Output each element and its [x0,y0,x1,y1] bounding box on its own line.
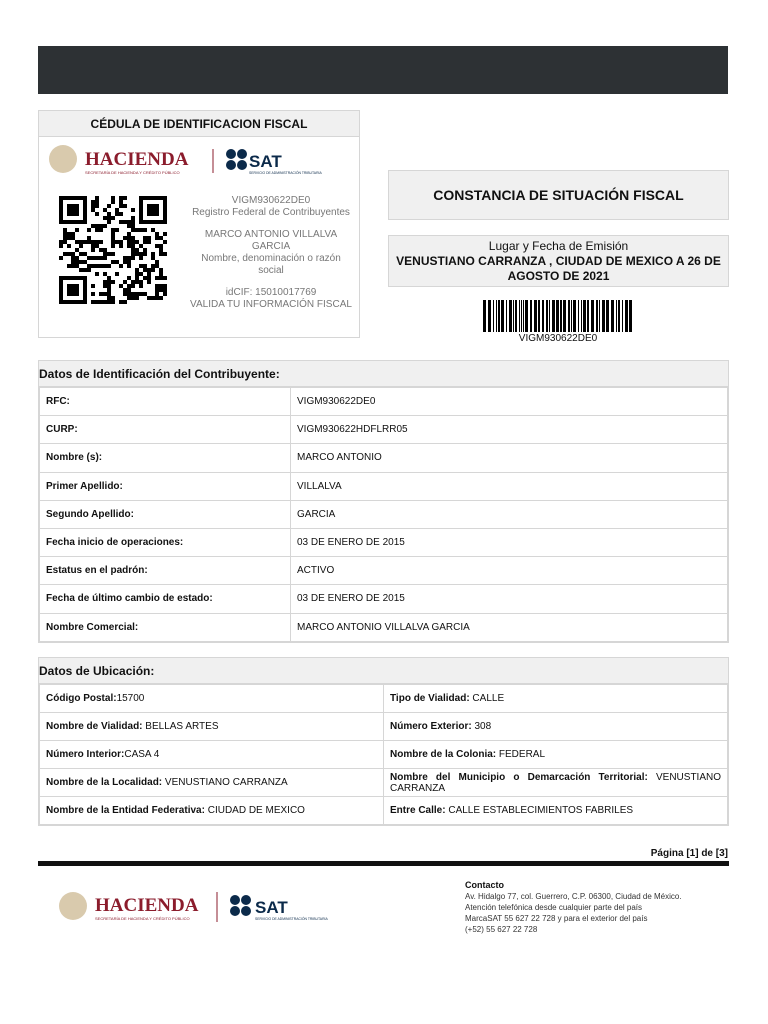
ubicacion-title: Datos de Ubicación: [39,658,728,684]
header-bar [38,46,728,94]
contacto-block [465,880,735,935]
table-row [40,613,728,641]
hacienda-sat-logo [39,141,359,191]
row-label: Fecha inicio de operaciones: [40,528,291,556]
nombre-vialidad-cell: Nombre de Vialidad: BELLAS ARTES [40,713,384,741]
municipio-cell: Nombre del Municipio o Demarcación Territorial: VENUSTIANO CARRANZA [384,769,728,797]
barcode-text: VIGM930622DE0 [518,333,598,344]
contacto-title: Contacto [465,880,504,890]
svg-text:SECRETARÍA DE HACIENDA Y CRÉDI: SECRETARÍA DE HACIENDA Y CRÉDITO PÚBLICO [95,916,190,921]
ubicacion-table [39,684,728,825]
entidad-cell: Nombre de la Entidad Federativa: CIUDAD DE MEXICO [40,797,384,825]
row-value: MARCO ANTONIO [291,444,728,472]
table-row [40,444,728,472]
row-label: Fecha de último cambio de estado: [40,585,291,613]
row-label: Estatus en el padrón: [40,557,291,585]
lugar-fecha-box [388,235,729,287]
cedula-name: MARCO ANTONIO VILLALVA GARCIA [204,229,338,252]
row-value: ACTIVO [291,557,728,585]
cedula-name-label: Nombre, denominación o razón social [201,253,341,276]
lugar-label: Lugar y Fecha de Emisión [488,239,629,253]
table-row [40,713,728,741]
hacienda-logo-text: HACIENDA [85,149,189,170]
sat-logo-text: SAT [249,152,282,171]
contacto-line: Atención telefónica desde cualquier parte del país [465,903,643,912]
row-label: Primer Apellido: [40,472,291,500]
row-value: 03 DE ENERO DE 2015 [291,528,728,556]
cedula-rfc-label: Registro Federal de Contribuyentes [192,207,350,218]
table-row [40,528,728,556]
localidad-cell: Nombre de la Localidad: VENUSTIANO CARRANZA [40,769,384,797]
table-row [40,416,728,444]
qr-code-icon [59,195,167,305]
cedula-title: CÉDULA DE IDENTIFICACION FISCAL [39,111,359,137]
row-value: GARCIA [291,500,728,528]
table-row [40,500,728,528]
ubicacion-section [38,657,729,826]
lugar-value: VENUSTIANO CARRANZA , CIUDAD DE MEXICO A 26 DE AGOSTO DE 2021 [396,254,721,283]
row-value: VIGM930622DE0 [291,388,728,416]
table-row [40,769,728,797]
row-label: RFC: [40,388,291,416]
cedula-idcif: idCIF: 15010017769 [225,287,317,298]
table-row [40,741,728,769]
table-row [40,472,728,500]
cedula-valida: VALIDA TU INFORMACIÓN FISCAL [190,299,352,310]
cedula-rfc: VIGM930622DE0 [231,195,311,206]
row-label: Segundo Apellido: [40,500,291,528]
identificacion-title: Datos de Identificación del Contribuyente: [39,361,728,387]
table-row [40,797,728,825]
svg-text:SERVICIO DE ADMINISTRACIÓN TRI: SERVICIO DE ADMINISTRACIÓN TRIBUTARIA [249,171,322,175]
numero-interior-cell: Número Interior:CASA 4 [40,741,384,769]
footer-hacienda-sat-logo [55,884,375,934]
codigo-postal-cell: Código Postal:15700 [40,685,384,713]
contacto-line: MarcaSAT 55 627 22 728 y para el exterior del país [465,914,648,923]
barcode-icon [483,300,633,332]
numero-exterior-cell: Número Exterior: 308 [384,713,728,741]
constancia-title: CONSTANCIA DE SITUACIÓN FISCAL [388,170,729,220]
row-label: CURP: [40,416,291,444]
svg-text:SAT: SAT [255,898,288,917]
table-row [40,685,728,713]
row-value: 03 DE ENERO DE 2015 [291,585,728,613]
table-row [40,388,728,416]
tipo-vialidad-cell: Tipo de Vialidad: CALLE [384,685,728,713]
table-row [40,585,728,613]
svg-text:SECRETARÍA DE HACIENDA Y CRÉDI: SECRETARÍA DE HACIENDA Y CRÉDITO PÚBLICO [85,170,180,175]
row-value: VILLALVA [291,472,728,500]
row-value: VIGM930622HDFLRR05 [291,416,728,444]
page-number: Página [1] de [3] [650,848,728,859]
cedula-card [38,110,360,338]
cedula-info [189,195,353,311]
table-row [40,557,728,585]
colonia-cell: Nombre de la Colonia: FEDERAL [384,741,728,769]
svg-text:SERVICIO DE ADMINISTRACIÓN TRI: SERVICIO DE ADMINISTRACIÓN TRIBUTARIA [255,917,328,921]
identificacion-section [38,360,729,643]
row-label: Nombre Comercial: [40,613,291,641]
contacto-line: (+52) 55 627 22 728 [465,925,538,934]
row-label: Nombre (s): [40,444,291,472]
identificacion-table [39,387,728,642]
footer-divider [38,861,729,866]
entre-calle-cell: Entre Calle: CALLE ESTABLECIMIENTOS FABRILES [384,797,728,825]
row-value: MARCO ANTONIO VILLALVA GARCIA [291,613,728,641]
svg-text:HACIENDA: HACIENDA [95,895,199,916]
contacto-line: Av. Hidalgo 77, col. Guerrero, C.P. 06300, Ciudad de México. [465,892,682,901]
